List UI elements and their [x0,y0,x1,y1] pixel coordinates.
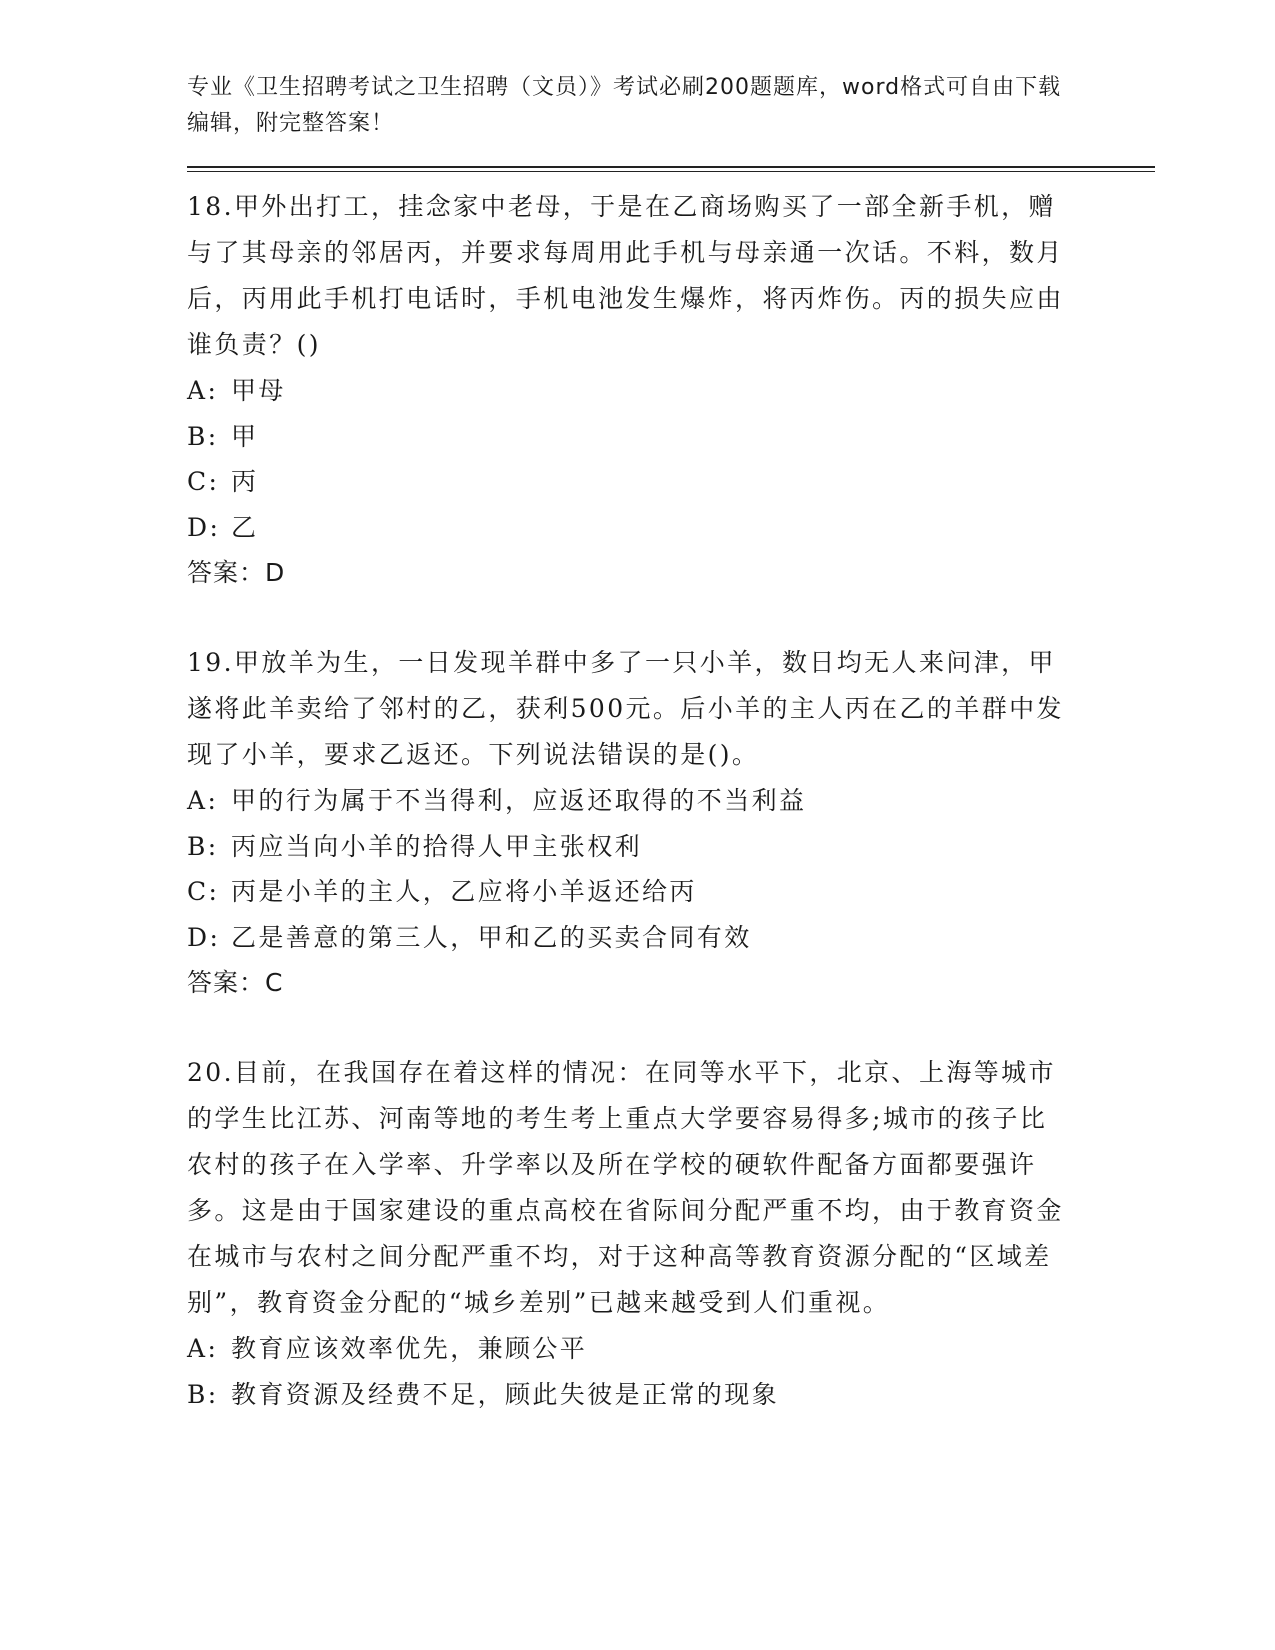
document-header: 专业《卫生招聘考试之卫生招聘（文员）》考试必刷200题题库，word格式可自由下载编辑，附完整答案！ [187,75,1062,136]
question-text: 19.甲放羊为生，一日发现羊群中多了一只小羊，数日均无人来问津，甲遂将此羊卖给了邻村的乙，获利500元。后小羊的主人丙在乙的羊群中发现了小羊，要求乙返还。下列说法错误的是()。 [187,648,1064,769]
option-text: 丙应当向小羊的拾得人甲主张权利 [231,831,643,861]
option-letter: D: [187,512,221,542]
question-18 [187,184,1107,596]
option-b [187,414,1107,460]
answer: 答案：D [187,558,286,587]
option-text: 丙是小羊的主人，乙应将小羊返还给丙 [231,877,697,906]
option-a [187,368,1107,414]
option-text: 乙是善意的第三人，甲和乙的买卖合同有效 [231,922,752,952]
option-text: 甲的行为属于不当得利，应返还取得的不当利益 [231,786,807,815]
option-letter: B: [187,831,219,861]
option-letter: D: [187,922,221,952]
option-text: 甲 [231,421,259,451]
option-d [187,505,1107,551]
option-letter: A: [187,376,219,405]
option-a [187,1326,1107,1372]
option-a [187,778,1107,824]
option-b [187,1372,1107,1418]
option-c [187,459,1107,505]
option-letter: C: [187,877,220,906]
document-page [187,70,1107,1417]
option-d [187,915,1107,961]
question-text: 20.目前，在我国存在着这样的情况：在同等水平下，北京、上海等城市的学生比江苏、河南等地的考生考上重点大学要容易得多;城市的孩子比农村的孩子在入学率、升学率以及所在学校的硬软件配备方面都要强许多。这是由于国家建设的重点高校在省际间分配严重不均，由于教育资金在城市与农村之间分配严重不均，对于这种高等教育资源分配的“区域差别”，教育资金分配的“城乡差别”已越来越受到人们重视。 [187,1058,1064,1317]
option-b [187,824,1107,870]
option-text: 乙 [231,512,259,542]
option-letter: B: [187,421,219,451]
option-text: 甲母 [231,376,286,405]
header-divider [187,166,1155,172]
option-letter: C: [187,467,220,496]
option-text: 教育资源及经费不足，顾此失彼是正常的现象 [231,1379,780,1409]
option-letter: A: [187,786,219,815]
question-19 [187,640,1107,1006]
option-text: 丙 [231,467,259,496]
question-20 [187,1050,1107,1417]
question-text: 18.甲外出打工，挂念家中老母，于是在乙商场购买了一部全新手机，赠与了其母亲的邻居丙，并要求每周用此手机与母亲通一次话。不料，数月后，丙用此手机打电话时，手机电池发生爆炸，将丙炸伤。丙的损失应由谁负责？() [187,192,1064,359]
option-text: 教育应该效率优先，兼顾公平 [231,1334,588,1363]
option-letter: A: [187,1334,219,1363]
option-letter: B: [187,1379,219,1409]
option-c [187,869,1107,915]
answer: 答案：C [187,968,284,997]
